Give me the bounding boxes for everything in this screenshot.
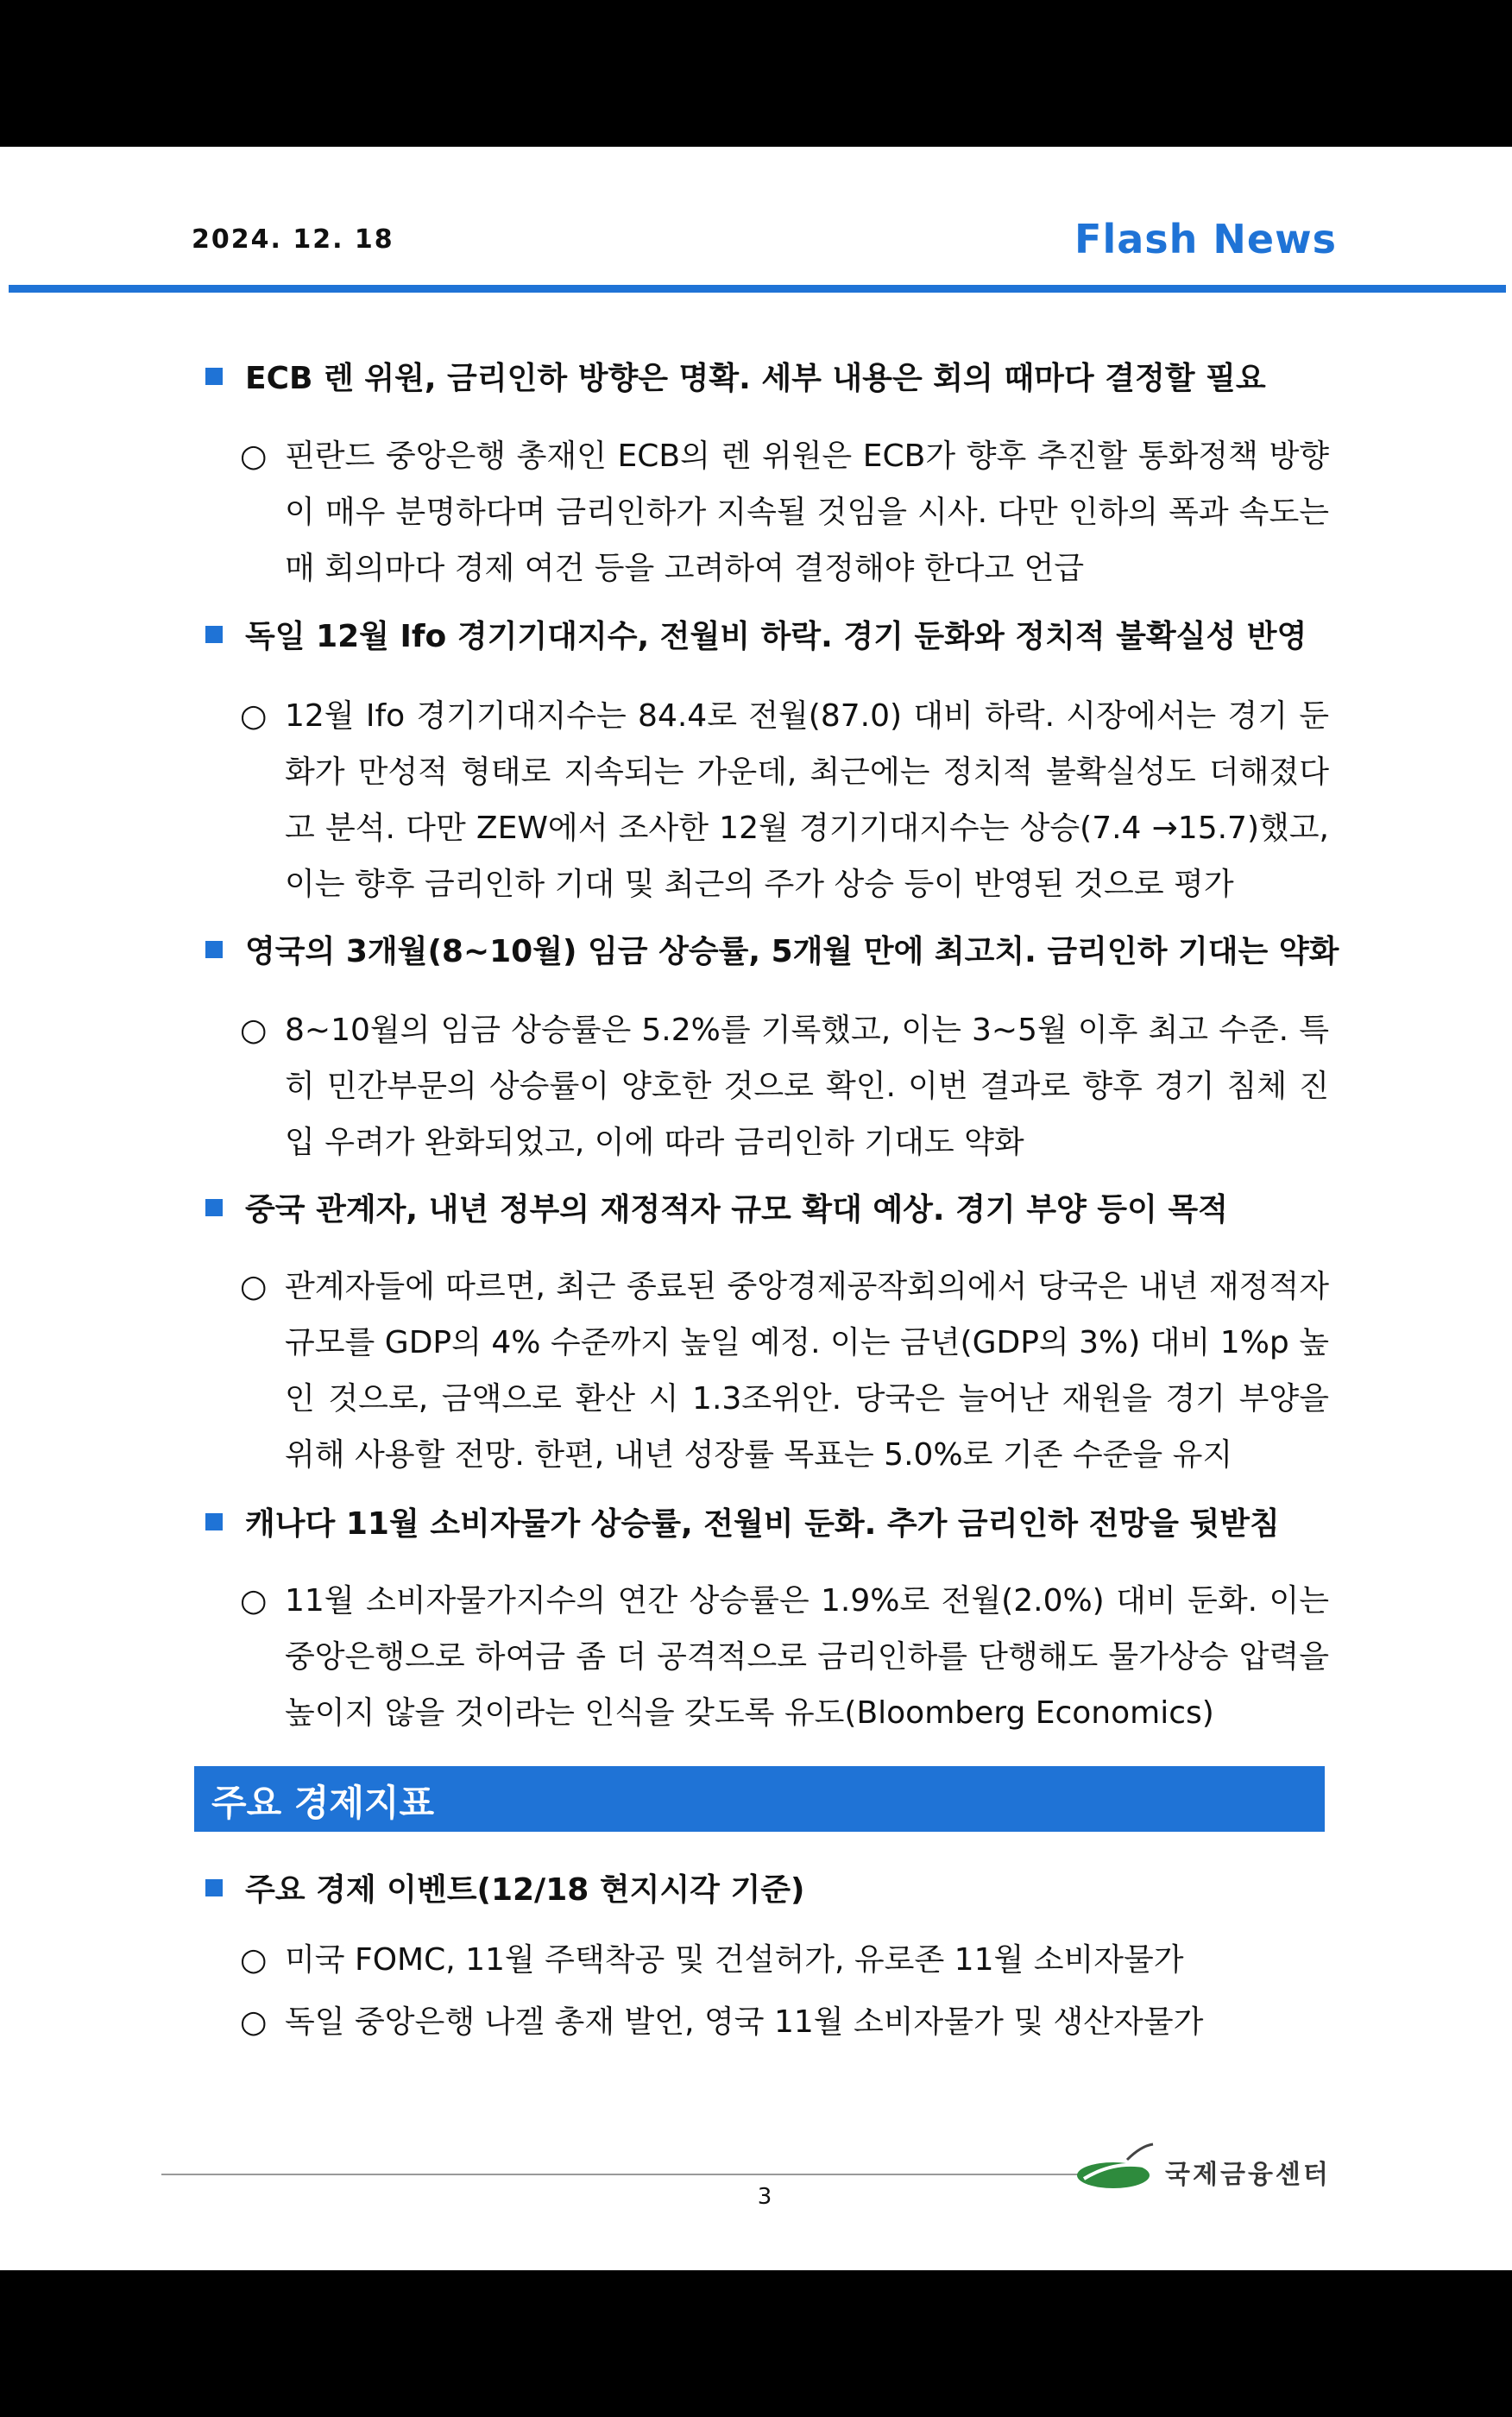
article-body bbox=[240, 1573, 1329, 1741]
circle-bullet-icon: ○ bbox=[240, 1013, 268, 1048]
circle-bullet-icon: ○ bbox=[240, 698, 268, 734]
report-brand: Flash News bbox=[1074, 216, 1337, 262]
article-body bbox=[240, 1259, 1329, 1483]
event-text: 독일 중앙은행 나겔 총재 발언, 영국 11월 소비자물가 및 생산자물가 bbox=[285, 2004, 1204, 2040]
headline-text: 영국의 3개월(8~10월) 임금 상승률, 5개월 만에 최고치. 금리인하 기대는 약화 bbox=[245, 934, 1339, 969]
body-text: 관계자들에 따르면, 최근 종료된 중앙경제공작회의에서 당국은 내년 재정적자 규모를 GDP의 4% 수준까지 높일 예정. 이는 금년(GDP의 3%) 대비 1%p 높인 것으로, 금액으로 환산 시 1.3조위안. 당국은 늘어난 재원을 경기 부양을 위해 사용할 전망. 한편, 내년 성장률 목표는 5.0%로 기존 수준을 유지 bbox=[285, 1269, 1329, 1473]
article-body bbox=[240, 1002, 1329, 1171]
blue-square-bullet-icon bbox=[205, 1513, 223, 1530]
article-body bbox=[240, 428, 1329, 596]
body-text: 8~10월의 임금 상승률은 5.2%를 기록했고, 이는 3~5월 이후 최고 수준. 특히 민간부문의 상승률이 양호한 것으로 확인. 이번 결과로 향후 경기 침체 진입 우려가 완화되었고, 이에 따라 금리인하 기대도 약화 bbox=[285, 1013, 1329, 1160]
circle-bullet-icon: ○ bbox=[240, 1269, 268, 1304]
headline-text: ECB 렌 위원, 금리인하 방향은 명확. 세부 내용은 회의 때마다 결정할 필요 bbox=[245, 361, 1266, 396]
body-text: 12월 Ifo 경기기대지수는 84.4로 전월(87.0) 대비 하락. 시장에서는 경기 둔화가 만성적 형태로 지속되는 가운데, 최근에는 정치적 불확실성도 더해졌다고 분석. 다만 ZEW에서 조사한 12월 경기기대지수는 상승(7.4 →15.7)했고, 이는 향후 금리인하 기대 및 최근의 주가 상승 등이 반영된 것으로 평가 bbox=[285, 698, 1329, 902]
circle-bullet-icon: ○ bbox=[240, 2004, 268, 2040]
circle-bullet-icon: ○ bbox=[240, 1942, 268, 1978]
article-headline bbox=[205, 616, 1327, 658]
article-headline bbox=[205, 358, 1327, 400]
blue-square-bullet-icon bbox=[205, 941, 223, 958]
article-headline bbox=[205, 1504, 1327, 1545]
circle-bullet-icon: ○ bbox=[240, 439, 268, 474]
document-page bbox=[0, 147, 1512, 2270]
circle-bullet-icon: ○ bbox=[240, 1583, 268, 1619]
footer-divider bbox=[161, 2174, 1111, 2175]
article-headline bbox=[205, 1190, 1327, 1231]
report-date: 2024. 12. 18 bbox=[192, 224, 394, 255]
footer-logo bbox=[1075, 2137, 1351, 2198]
article-headline bbox=[205, 931, 1339, 973]
section-header-bar bbox=[194, 1766, 1325, 1832]
article-body bbox=[240, 688, 1329, 912]
headline-text: 독일 12월 Ifo 경기기대지수, 전월비 하락. 경기 둔화와 정치적 불확실성 반영 bbox=[245, 619, 1307, 654]
events-headline bbox=[205, 1870, 1327, 1911]
body-text: 핀란드 중앙은행 총재인 ECB의 렌 위원은 ECB가 향후 추진할 통화정책 방향이 매우 분명하다며 금리인하가 지속될 것임을 시사. 다만 인하의 폭과 속도는 매 회의마다 경제 여건 등을 고려하여 결정해야 한다고 언급 bbox=[285, 439, 1329, 586]
blue-square-bullet-icon bbox=[205, 1199, 223, 1216]
logo-text: 국제금융센터 bbox=[1165, 2160, 1331, 2190]
page-number: 3 bbox=[757, 2184, 772, 2210]
event-text: 미국 FOMC, 11월 주택착공 및 건설허가, 유로존 11월 소비자물가 bbox=[285, 1942, 1184, 1978]
blue-square-bullet-icon bbox=[205, 368, 223, 385]
blue-square-bullet-icon bbox=[205, 626, 223, 643]
headline-text: 캐나다 11월 소비자물가 상승률, 전월비 둔화. 추가 금리인하 전망을 뒷받침 bbox=[245, 1506, 1280, 1542]
header-divider bbox=[9, 285, 1506, 293]
kcif-logo-icon bbox=[1075, 2142, 1155, 2194]
section-title: 주요 경제지표 bbox=[211, 1782, 435, 1824]
headline-text: 중국 관계자, 내년 정부의 재정적자 규모 확대 예상. 경기 부양 등이 목적 bbox=[245, 1192, 1228, 1227]
event-item bbox=[240, 1932, 1329, 1988]
event-item bbox=[240, 1994, 1329, 2050]
body-text: 11월 소비자물가지수의 연간 상승률은 1.9%로 전월(2.0%) 대비 둔화. 이는 중앙은행으로 하여금 좀 더 공격적으로 금리인하를 단행해도 물가상승 압력을 높이지 않을 것이라는 인식을 갖도록 유도(Bloomberg Economics) bbox=[285, 1583, 1329, 1731]
headline-text: 주요 경제 이벤트(12/18 현지시각 기준) bbox=[245, 1872, 805, 1908]
blue-square-bullet-icon bbox=[205, 1879, 223, 1896]
